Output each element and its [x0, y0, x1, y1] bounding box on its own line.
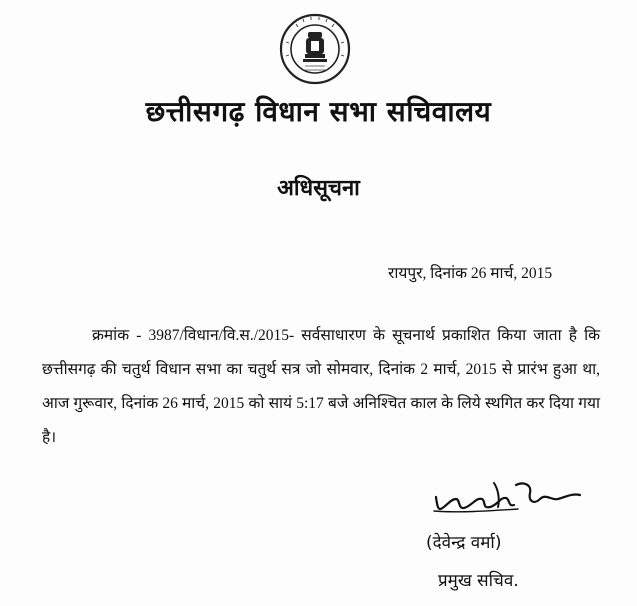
notification-heading: अधिसूचना	[277, 176, 360, 201]
handwritten-signature-icon	[428, 475, 588, 525]
signatory-designation: प्रमुख सचिव.	[438, 571, 519, 591]
place-and-date: रायपुर, दिनांक 26 मार्च, 2015	[388, 265, 553, 282]
notification-body: क्रमांक - 3987/विधान/वि.स./2015- सर्वसाधारण के सूचनार्थ प्रकाशित किया जाता है कि छत्तीसगढ़ की चतुर्थ विधान सभा का चतुर्थ सत्र जो सोमवार, दिनांक 2 मार्च, 2015 से प्रारंभ हुआ था, आज गुरूवार, दिनांक 26 मार्च, 2015 को सायं 5:17 बजे अनिश्चित काल के लिये स्थगित कर दिया गया है।	[42, 327, 600, 446]
state-emblem-seal-icon	[278, 12, 352, 86]
secretariat-title: छत्तीसगढ़ विधान सभा सचिवालय	[145, 95, 492, 128]
signatory-name: (देवेन्द्र वर्मा)	[426, 533, 502, 553]
